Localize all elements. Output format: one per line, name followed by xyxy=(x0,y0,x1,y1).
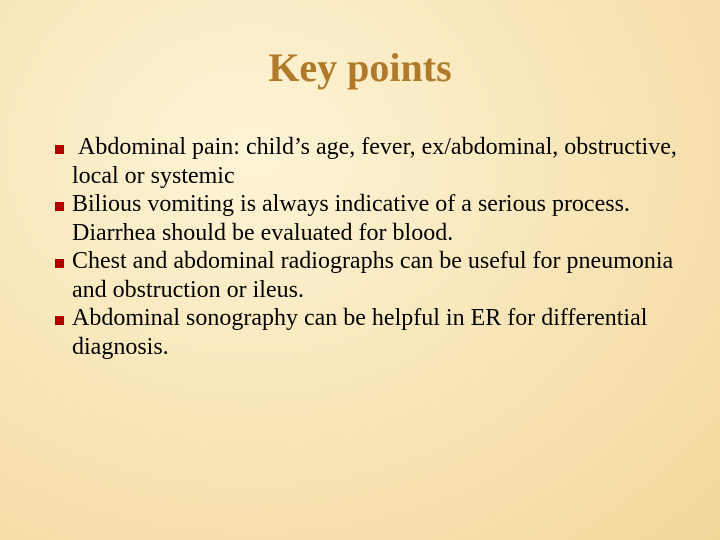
bullet-text: Abdominal pain: child’s age, fever, ex/abdominal, obstructive, local or systemic xyxy=(72,134,683,189)
square-bullet-icon xyxy=(55,202,64,211)
square-bullet-icon xyxy=(55,145,64,154)
bullet-item xyxy=(54,190,704,247)
bullet-text: Bilious vomiting is always indicative of a serious process. Diarrhea should be evaluated for blood. xyxy=(72,191,630,246)
bullet-text: Chest and abdominal radiographs can be useful for pneumonia and obstruction or ileus. xyxy=(72,248,674,303)
bullet-list xyxy=(54,133,704,361)
bullet-item xyxy=(54,247,704,304)
square-bullet-icon xyxy=(55,259,64,268)
slide-title: Key points xyxy=(268,45,452,90)
bullet-text: Abdominal sonography can be helpful in ER for differential diagnosis. xyxy=(72,305,648,360)
bullet-item xyxy=(54,133,704,190)
square-bullet-icon xyxy=(55,316,64,325)
bullet-item xyxy=(54,304,704,361)
